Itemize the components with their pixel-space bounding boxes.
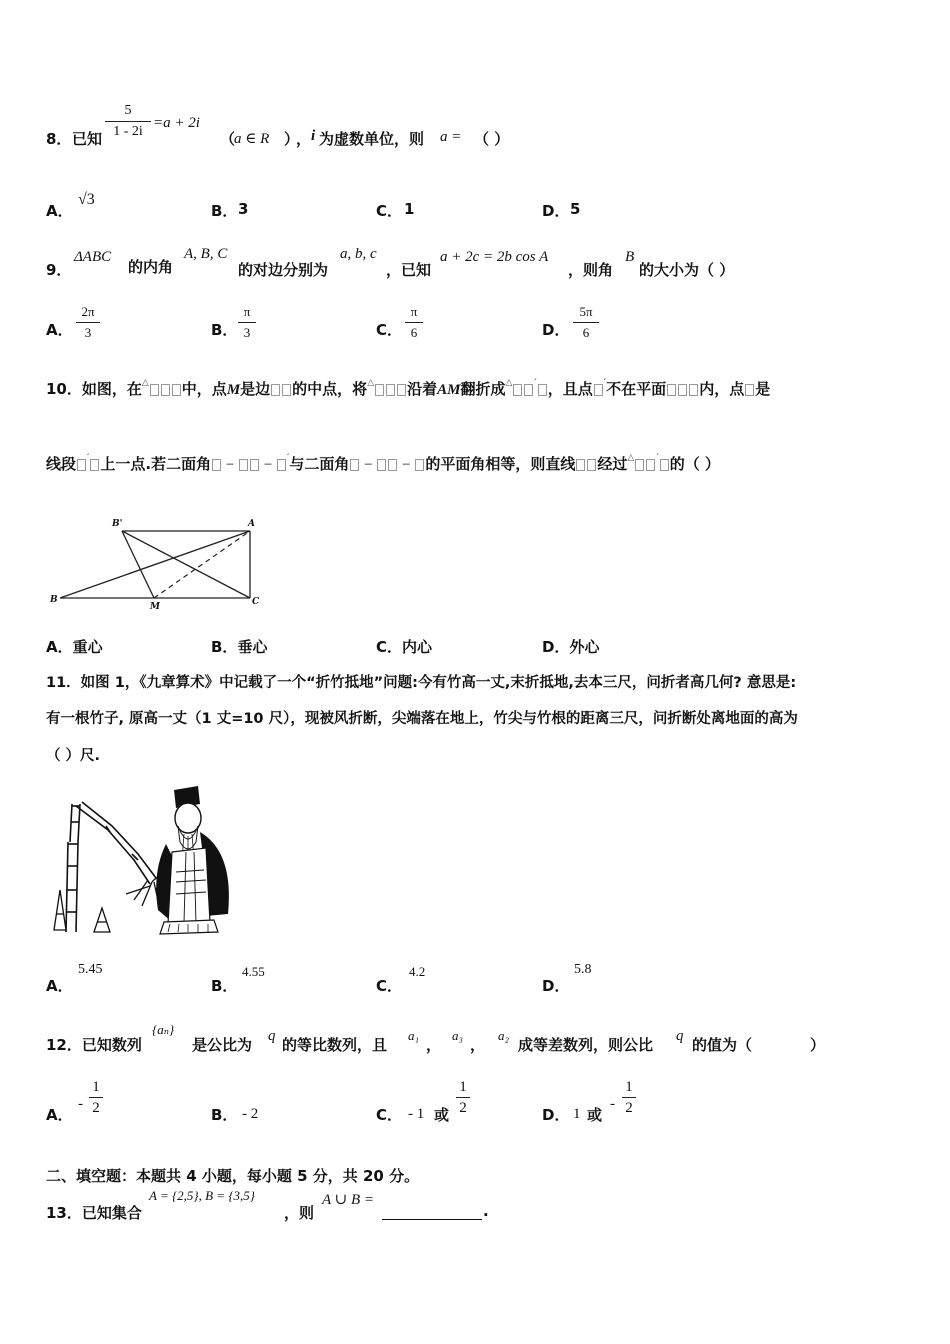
- q11-option-d-value: 5.8: [574, 962, 592, 977]
- q12-text-e: 的值为（: [692, 1036, 753, 1054]
- q8-option-a-value: √3: [78, 191, 95, 208]
- q10-l2-d: 的平面角相等，则直线: [425, 455, 576, 473]
- q13-end: .: [483, 1202, 489, 1220]
- q12-sequence: {aₙ}: [152, 1022, 175, 1037]
- q8-ask: a =: [440, 129, 462, 145]
- bamboo-shoots: [54, 890, 110, 932]
- q11-line-1: 11．如图 1，《九章算术》中记载了一个“折竹抵地”问题:今有竹高一丈,末折抵地,去本三尺，问折者高几何? 意思是:: [46, 675, 797, 691]
- q12-option-a-frac: [89, 1078, 103, 1117]
- q10-b-label: B．: [211, 638, 238, 656]
- q12-option-a-pre: -: [78, 1096, 83, 1112]
- q12-option-d-pre2: -: [610, 1096, 615, 1112]
- q11-line-2: 有一根竹子, 原高一丈（1 丈=10 尺），现被风折断，尖端落在地上，竹尖与竹根的距离三尺，问折断处离地面的高为: [46, 711, 798, 727]
- q10-d-label: D．: [542, 638, 570, 656]
- q8-cond-close: ）: [284, 130, 300, 148]
- q10-l1-b: 中，点: [181, 380, 227, 398]
- q13-expression: A ∪ B =: [322, 1192, 374, 1208]
- q8-mid-text: 为虚数单位，则: [319, 130, 425, 148]
- q11-option-b-value: 4.55: [242, 964, 265, 979]
- q12-option-c-or: 或: [434, 1106, 450, 1124]
- q8-i-var: i: [311, 128, 316, 144]
- q10-line-1: 10．如图，在△ 中，点M是边 的中点，将△ 沿着AM翻折成△ ′ ，且点 ′不在平面 内，点 是: [46, 378, 771, 398]
- q12-option-d-label: D．: [542, 1106, 570, 1124]
- q12-text-c: 的等比数列，且: [282, 1036, 388, 1054]
- q12-a-num: 1: [92, 1079, 100, 1095]
- q10-l1-d: 的中点，将: [292, 380, 368, 398]
- q8-frac-num: 5: [124, 103, 132, 118]
- q12-c-den: 2: [459, 1100, 467, 1116]
- q9-option-c-label: C．: [376, 321, 403, 339]
- q12-sep-2: ，: [470, 1036, 486, 1054]
- q12-sep-1: ，: [426, 1036, 442, 1054]
- q12-option-d-or: 或: [587, 1106, 603, 1124]
- q9-b-den: 3: [243, 325, 251, 340]
- q10-l2-a: 线段: [46, 455, 77, 473]
- q8-condition: a ∈ R: [234, 131, 270, 147]
- q13-prefix: 13．已知集合: [46, 1204, 142, 1222]
- q12-option-b-label: B．: [211, 1106, 238, 1124]
- q11-option-d-label: D．: [542, 977, 570, 995]
- q12-a-den: 2: [92, 1100, 100, 1116]
- q11-option-c-value: 4.2: [409, 964, 426, 979]
- q12-q-var: q: [268, 1028, 276, 1044]
- q8-fraction: [105, 102, 151, 141]
- q10-l2-e: 经过: [597, 455, 628, 473]
- q9-a-den: 3: [84, 325, 92, 340]
- q10-am: AM: [437, 382, 461, 398]
- q13-sets: A = {2,5}, B = {3,5}: [149, 1188, 255, 1203]
- q10-l1-g: ，且点: [547, 380, 593, 398]
- q12-text-d: 成等差数列，则公比: [518, 1036, 654, 1054]
- q10-l1-i: 内，点: [699, 380, 745, 398]
- q12-option-c-label: C．: [376, 1106, 403, 1124]
- q10-l1-j: 是: [755, 380, 771, 398]
- q10-a-value: 重心: [72, 638, 103, 656]
- q9-option-c-value: [405, 303, 423, 342]
- q10-d-value: 外心: [569, 638, 600, 656]
- q8-option-b-label: B．: [211, 202, 238, 220]
- q12-option-d-pre: 1: [573, 1106, 581, 1122]
- q12-text-f: ）: [810, 1036, 826, 1054]
- q8-cond-open: （: [220, 130, 236, 148]
- q9-c-num: π: [410, 304, 418, 319]
- q9-option-d-label: D．: [542, 321, 570, 339]
- q11-line-3: （ ）尺.: [46, 748, 101, 764]
- q13-answer-blank[interactable]: [382, 1201, 482, 1220]
- q8-prefix: 已知: [72, 130, 103, 148]
- q9-option-b-label: B．: [211, 321, 238, 339]
- q12-d-den: 2: [625, 1100, 633, 1116]
- q9-angles: A, B, C: [184, 246, 228, 262]
- q9-c-den: 6: [410, 325, 418, 340]
- q9-b-num: π: [243, 304, 251, 319]
- q10-l2-b: 上一点.若二面角: [100, 455, 212, 473]
- q11-option-a-value: 5.45: [78, 962, 103, 977]
- q10-line-2: 线段 ′ 上一点.若二面角 − − ′与二面角 − − 的平面角相等，则直线 经过△ ′ 的（ ）: [46, 453, 720, 473]
- q12-q-var-2: q: [676, 1028, 684, 1044]
- q9-option-a-label: A．: [46, 321, 73, 339]
- q9-a-num: 2π: [81, 304, 95, 319]
- q10-label-a: A: [248, 519, 255, 529]
- q8-option-d-value: 5: [570, 200, 581, 218]
- bamboo-stalk: [66, 802, 156, 932]
- q10-line-bpc: [122, 531, 250, 598]
- section-2-heading: 二、填空题：本题共 4 小题，每小题 5 分，共 20 分。: [46, 1167, 420, 1185]
- q10-label-c: C: [252, 597, 260, 607]
- q11-option-a-label: A．: [46, 977, 73, 995]
- q8-frac-den: 1 - 2i: [113, 124, 143, 139]
- q10-l2-f: 的（ ）: [669, 455, 720, 473]
- q10-l1-a: 10．如图，在: [46, 380, 142, 398]
- q11-option-c-label: C．: [376, 977, 403, 995]
- q12-a2: a₂: [498, 1028, 510, 1043]
- q12-a3: a₃: [452, 1028, 464, 1043]
- q9-text-5: 的大小为（ ）: [639, 261, 735, 279]
- q12-option-a-label: A．: [46, 1106, 73, 1124]
- q10-l1-h: 不在平面: [606, 380, 667, 398]
- q9-b-var: B: [625, 249, 635, 265]
- q10-c-label: C．: [376, 638, 403, 656]
- q8-option-a-label: A．: [46, 202, 73, 220]
- q10-c-value: 内心: [402, 638, 433, 656]
- q9-option-b-value: [238, 303, 256, 342]
- q10-l1-e: 沿着: [407, 380, 438, 398]
- q9-option-a-value: [76, 303, 100, 342]
- q10-l1-f: 翻折成: [460, 380, 506, 398]
- q10-l2-c: 与二面角: [289, 455, 350, 473]
- q12-c-num: 1: [459, 1079, 467, 1095]
- q12-prefix: 12．已知数列: [46, 1036, 142, 1054]
- q10-label-m: M: [150, 602, 160, 612]
- q9-triangle: ΔABC: [74, 249, 112, 265]
- q9-sides: a, b, c: [340, 246, 377, 262]
- q12-option-c-pre: - 1: [408, 1106, 425, 1122]
- q11-option-b-label: B．: [211, 977, 238, 995]
- q10-option-b: [211, 636, 267, 657]
- q12-d-num: 1: [625, 1079, 633, 1095]
- q8-number: 8．: [46, 130, 72, 148]
- q8-rhs: =a + 2i: [153, 115, 200, 131]
- q10-l1-c: 是边: [240, 380, 271, 398]
- q9-text-1: 的内角: [128, 258, 174, 276]
- q8-option-d-label: D．: [542, 202, 570, 220]
- q10-m-var: M: [226, 382, 241, 398]
- q10-label-b: B: [50, 595, 58, 605]
- q9-number: 9．: [46, 261, 72, 279]
- q10-figure: [46, 516, 266, 612]
- q12-text-b: 是公比为: [192, 1036, 253, 1054]
- q10-label-bprime: B': [112, 519, 123, 529]
- q10-line-ma: [154, 531, 250, 598]
- q10-option-d: [542, 636, 599, 657]
- q10-option-a: [46, 636, 103, 657]
- q10-b-value: 垂心: [237, 638, 268, 656]
- q12-option-d-frac: [622, 1078, 636, 1117]
- q8-comma: ，: [296, 130, 312, 148]
- q9-d-num: 5π: [579, 304, 593, 319]
- q9-equation: a + 2c = 2b cos A: [440, 249, 549, 265]
- q10-option-c: [376, 636, 432, 657]
- q9-text-3: ，已知: [386, 261, 432, 279]
- q9-text-2: 的对边分别为: [238, 261, 329, 279]
- q11-illustration: [48, 782, 230, 944]
- q12-option-b-value: - 2: [242, 1106, 259, 1122]
- q10-line-bpm: [122, 531, 154, 598]
- q13-mid: ，则: [284, 1204, 315, 1222]
- scholar-figure: [152, 786, 229, 934]
- q9-text-4: ，则角: [568, 261, 614, 279]
- q8-option-c-label: C．: [376, 202, 403, 220]
- q8-paren: （ ）: [474, 130, 510, 148]
- q9-d-den: 6: [582, 325, 590, 340]
- q12-option-c-frac: [456, 1078, 470, 1117]
- q9-option-d-value: [573, 303, 599, 342]
- q8-option-c-value: 1: [404, 200, 415, 218]
- q10-line-ba: [60, 531, 250, 598]
- q12-a1: a₁: [408, 1028, 420, 1043]
- q8-option-b-value: 3: [238, 200, 249, 218]
- q10-a-label: A．: [46, 638, 73, 656]
